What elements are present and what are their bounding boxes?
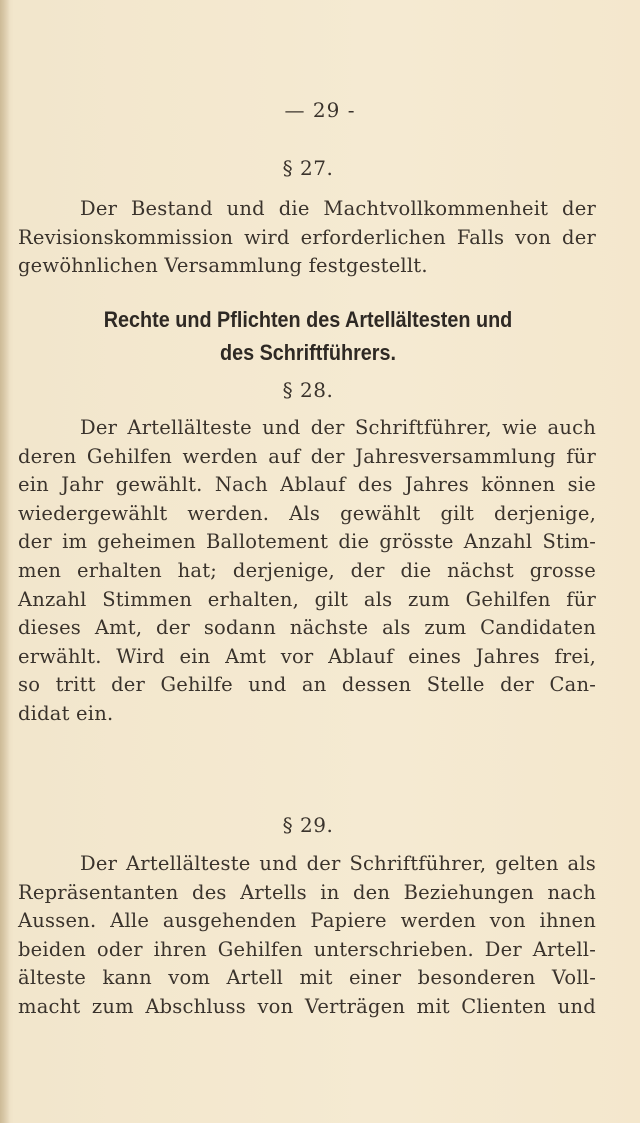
text-line: Aussen. Alle ausgehenden Papiere werden von ihnen xyxy=(18,909,596,933)
section-28-text xyxy=(18,414,596,729)
text-line: Repräsentanten des Artells in den Beziehungen nach xyxy=(18,880,596,904)
text-line: wiedergewählt werden. Als gewählt gilt derjenige, xyxy=(18,501,596,525)
section-27-title: § 27. xyxy=(282,156,334,180)
section-29-text xyxy=(18,850,596,1022)
text-line: Revisionskommission wird erforderlichen Falls von der xyxy=(18,225,596,249)
text-line: dieses Amt, der sodann nächste als zum Candidaten xyxy=(18,616,596,640)
text-line: men erhalten hat; derjenige, der die nächst grosse xyxy=(18,558,596,582)
chapter-heading-line: Rechte und Pflichten des Artellältesten und xyxy=(103,307,513,332)
text-line: Der Bestand und die Machtvollkommenheit der xyxy=(80,197,596,220)
text-line: so tritt der Gehilfe und an dessen Stelle der Can- xyxy=(18,673,596,697)
chapter-heading-line: des Schriftführers. xyxy=(219,340,397,365)
text-line: der im geheimen Ballotement die grösste Anzahl Stim- xyxy=(18,530,596,554)
chapter-heading xyxy=(47,303,569,369)
text-line: macht zum Abschluss von Verträgen mit Clienten und xyxy=(18,994,596,1018)
text-line: Der Artellälteste und der Schriftführer, wie auch xyxy=(80,416,596,439)
section-27-text xyxy=(18,195,596,281)
text-line: Der Artellälteste und der Schriftführer, gelten als xyxy=(80,852,596,875)
text-line: ein Jahr gewählt. Nach Ablauf des Jahres können sie xyxy=(18,473,596,497)
text-line: beiden oder ihren Gehilfen unterschrieben. Der Artell- xyxy=(18,937,596,961)
text-line: älteste kann vom Artell mit einer besonderen Voll- xyxy=(18,966,596,990)
text-line: deren Gehilfen werden auf der Jahresversammlung für xyxy=(18,444,596,468)
text-line: didat ein. xyxy=(18,701,114,725)
text-line: erwählt. Wird ein Amt vor Ablauf eines Jahres frei, xyxy=(18,644,596,668)
section-29-title: § 29. xyxy=(282,813,334,837)
text-line: Anzahl Stimmen erhalten, gilt als zum Gehilfen für xyxy=(18,587,596,611)
page-gutter xyxy=(0,0,10,1123)
text-line: gewöhnlichen Versammlung festgestellt. xyxy=(18,254,428,278)
section-28-title: § 28. xyxy=(282,378,334,402)
page-number: — 29 - xyxy=(284,98,356,122)
